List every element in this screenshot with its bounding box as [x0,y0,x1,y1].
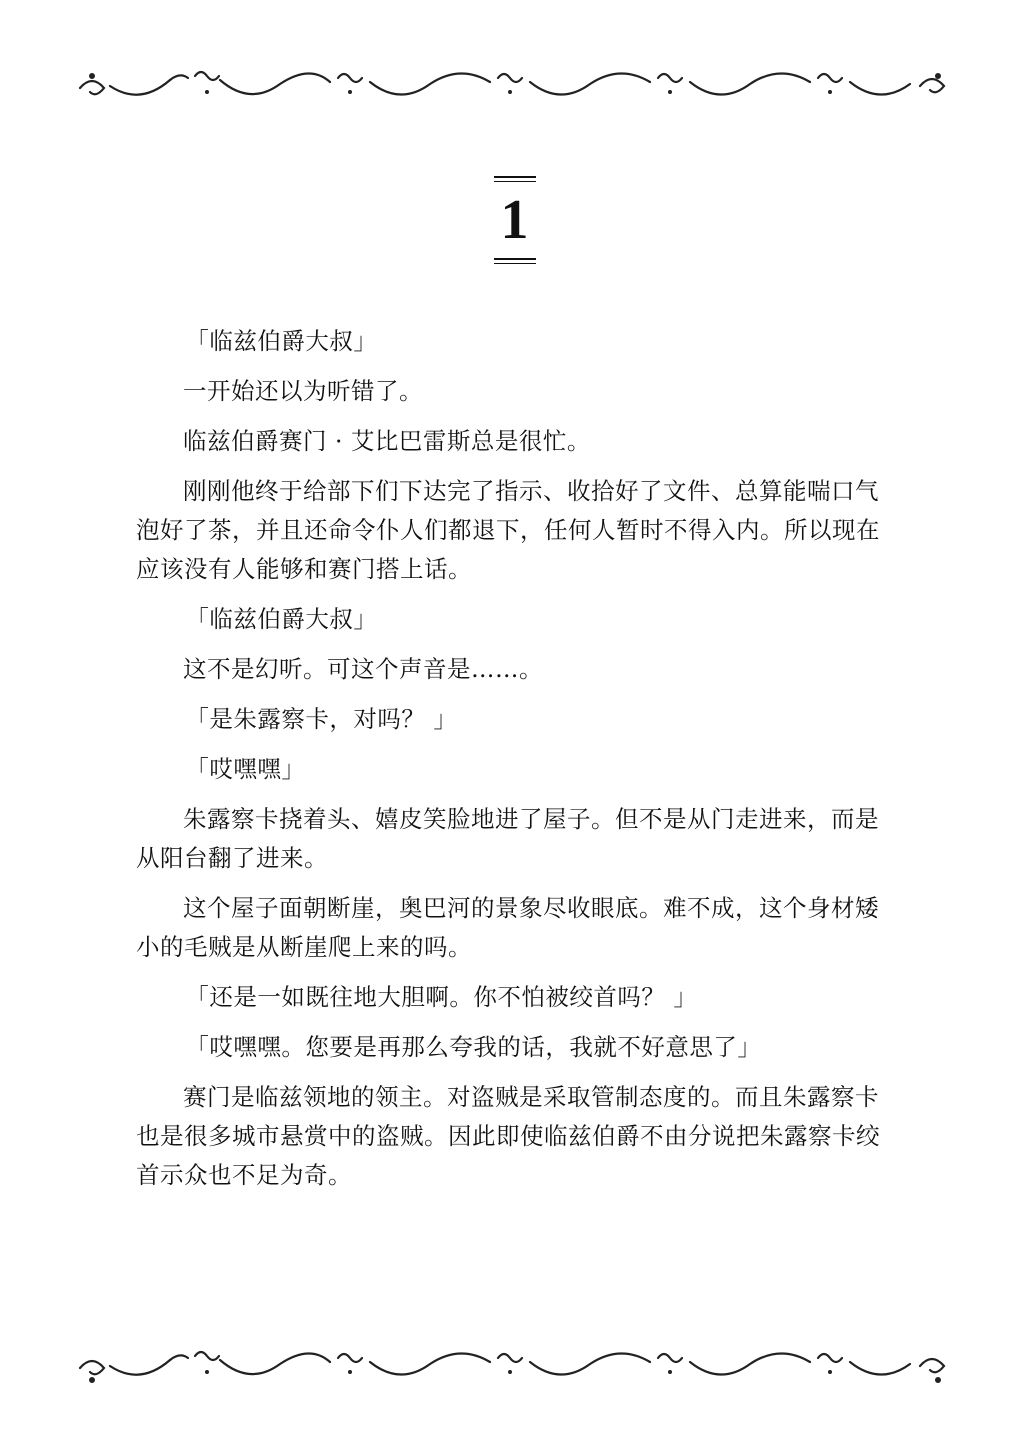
paragraph: 这不是幻听。可这个声音是……。 [183,655,543,683]
chapter-number: 1 [500,189,529,251]
chapter-rule-bottom [494,258,536,264]
chapter-body-text [136,322,893,1206]
paragraph: 临兹伯爵赛门 · 艾比巴雷斯总是很忙。 [183,427,591,455]
paragraph: 刚刚他终于给部下们下达完了指示、收拾好了文件、总算能喘口气泡好了茶，并且还命令仆人们都退下，任何人暂时不得入内。所以现在应该没有人能够和赛门搭上话。 [136,477,880,583]
bottom-ornamental-border-graphic [70,1338,960,1398]
top-ornamental-border [70,58,960,118]
paragraph: 「是朱露察卡，对吗？ 」 [185,705,458,733]
top-ornamental-border-graphic [70,58,960,118]
bottom-ornamental-border [70,1338,960,1398]
paragraph: 「哎嘿嘿。您要是再那么夸我的话，我就不好意思了」 [185,1033,762,1061]
paragraph: 「临兹伯爵大叔」 [185,327,378,355]
chapter-rule-top [494,176,536,182]
paragraph: 「哎嘿嘿」 [185,755,306,783]
paragraph: 「临兹伯爵大叔」 [185,605,378,633]
paragraph: 朱露察卡挠着头、嬉皮笑脸地进了屋子。但不是从门走进来，而是从阳台翻了进来。 [136,805,879,872]
chapter-heading [0,176,1029,264]
paragraph: 赛门是临兹领地的领主。对盗贼是采取管制态度的。而且朱露察卡也是很多城市悬赏中的盗贼。因此即使临兹伯爵不由分说把朱露察卡绞首示众也不足为奇。 [136,1083,880,1189]
paragraph: 一开始还以为听错了。 [183,377,423,405]
paragraph: 这个屋子面朝断崖，奥巴河的景象尽收眼底。难不成，这个身材矮小的毛贼是从断崖爬上来的吗。 [136,894,879,961]
paragraph: 「还是一如既往地大胆啊。你不怕被绞首吗？ 」 [185,983,698,1011]
